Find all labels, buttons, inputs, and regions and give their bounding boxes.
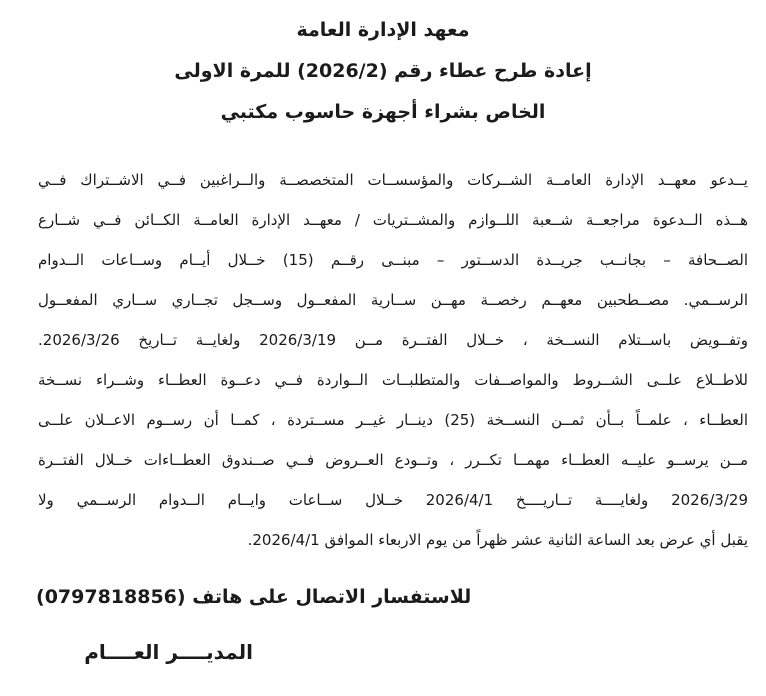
tender-title: إعادة طرح عطاء رقم (2026/2) للمرة الاولى	[174, 60, 592, 82]
body-line-9: 2026/3/29 ولغايــــة تــاريــــخ 2026/4/1 خــلال ســاعات وايــام الــدوام الرســمي ولا	[38, 491, 748, 509]
body-line-1: يــدعو معهــد الإدارة العامــة الشــركات والمؤسســات المتخصصــة والــراغبين فــي الاشــتراك فــي	[38, 171, 748, 189]
tender-body-paragraph	[38, 160, 748, 560]
document-header	[0, 0, 766, 133]
body-line-8: مــن يرســو عليــه العطــاء مهمــا تكــرر ، وتــودع العــروض فــي صــندوق العطــاءات خــلال الفتــرة	[38, 451, 748, 469]
body-line-2: هــذه الــدعوة مراجعــة شــعبة اللــوازم والمشــتريات / معهــد الإدارة العامــة الكــائن فــي شــارع	[38, 211, 748, 229]
tender-subject: الخاص بشراء أجهزة حاسوب مكتبي	[220, 101, 546, 123]
signature-general-manager: المديــــر العــــام	[84, 640, 253, 664]
body-line-3: الصــحافة – بجانــب جريــدة الدســتور – مبنــى رقــم (15) خــلال أيــام وســاعات الــدوام	[38, 251, 748, 269]
contact-phone-line: للاستفسار الاتصال على هاتف (0797818856)	[36, 586, 472, 608]
body-line-7: العطــاء ، علمــاً بــأن ثمــن النســخة (25) دينــار غيــر مســتردة ، كمــا أن رســوم الاعــلان علــى	[38, 411, 748, 429]
body-line-6: للاطــلاع علــى الشــروط والمواصــفات والمتطلبــات الــواردة فــي دعــوة العطــاء وشــراء نســخة	[38, 371, 748, 389]
org-name: معهد الإدارة العامة	[296, 19, 470, 41]
body-line-10: يقبل أي عرض بعد الساعة الثانية عشر ظهراً من يوم الاربعاء الموافق 2026/4/1.	[247, 531, 748, 549]
body-line-4: الرســمي. مصــطحبين معهــم رخصــة مهــن ســارية المفعــول وســجل تجــاري ســاري المفعــول	[38, 291, 748, 309]
body-line-5: وتفــويض باســتلام النســخة ، خــلال الفتــرة مــن 2026/3/19 ولغايــة تــاريخ 2026/3/26.	[38, 331, 748, 349]
